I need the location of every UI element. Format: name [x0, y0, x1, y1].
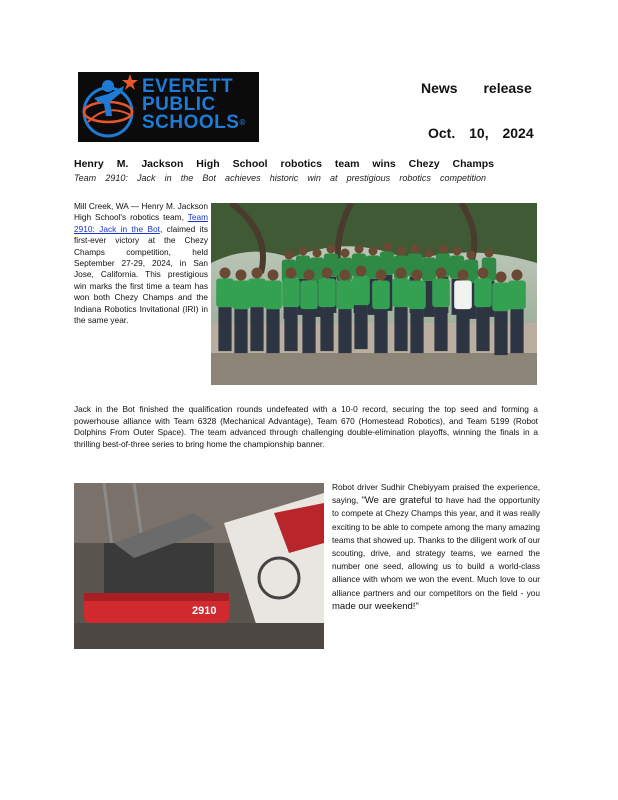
quote-end: made our weekend!" [332, 600, 419, 612]
news-release-label: News release [421, 80, 532, 96]
district-logo [78, 72, 259, 142]
headline: Henry M. Jackson High School robotics team wins Chezy Champs [74, 158, 494, 170]
team-group-photo [211, 203, 537, 385]
release-date: Oct. 10, 2024 [428, 125, 534, 141]
quote-start: "We are grateful to [361, 495, 443, 507]
paragraph-1-rest: , claimed its first-ever victory at the Chezy Champs competition, held September 27-29, 2024, in San Jose, California. This prestigious win marks the first time a team has won both Chezy Champs and the Indiana Robotics Invitational (IRI) in the same year. [74, 223, 208, 326]
robot-number: 2910 [192, 605, 217, 617]
subhead: Team 2910: Jack in the Bot achieves historic win at prestigious robotics competition [74, 173, 486, 183]
paragraph-2: Jack in the Bot finished the qualification rounds undefeated with a 10-0 record, securing the top seed and forming a powerhouse alliance with Team 6328 (Mechanical Advantage), Team 670 (Homestead Robotics), and Team 5199 (Robot Dolphins From Outer Space). The team advanced through challenging double-elimination playoffs, winning the finals in a thrilling best-of-three series to bring home the championship banner. [74, 404, 538, 449]
logo-line-2: PUBLIC [142, 94, 216, 115]
paragraph-3-body: have had the opportunity to compete at Chezy Champs this year, and it was really exciting to be able to compete among the many amazing teams that showed up. Thanks to the diligent work of our scouting, drive, and strategy teams, we earned the number one seed, allowing us to build a world-class alliance with whom we won the event. Much love to our alliance partners and our competitors on the field - you [332, 495, 541, 598]
logo-line-1: EVERETT [142, 76, 234, 97]
robot-on-field-photo [74, 483, 324, 649]
paragraph-3-lead: Robot driver Sudhir Chebiyyam praised the experience, saying, [332, 482, 540, 506]
paragraph-1-lead: Mill Creek, WA — Henry M. Jackson High School's robotics team, [74, 201, 208, 223]
paragraph-3 [332, 481, 540, 613]
logo-line-3: SCHOOLS [142, 112, 240, 133]
team-link[interactable]: Team 2910: Jack in the Bot [74, 212, 208, 234]
paragraph-1 [74, 201, 208, 326]
globe-figure-icon [78, 72, 148, 142]
registered-mark: ® [239, 118, 246, 127]
